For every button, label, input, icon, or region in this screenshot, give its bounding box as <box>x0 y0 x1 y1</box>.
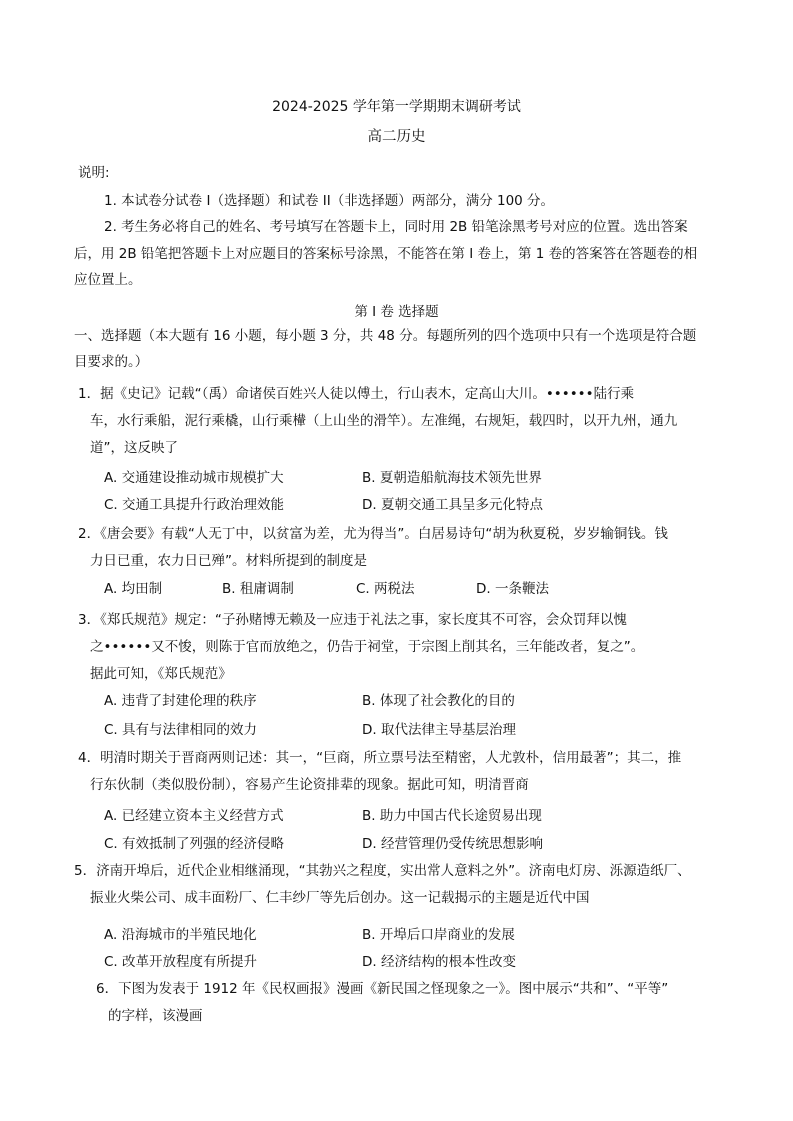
question-4-line: 4．明清时期关于晋商两则记述：其一，“巨商，所立票号法至精密，人尤敦朴，信用最著”；其二，推 <box>78 750 682 766</box>
question-1-option-a: A. 交通建设推动城市规模扩大 <box>104 470 284 486</box>
exam-title: 2024-2025 学年第一学期期末调研考试 <box>272 99 521 115</box>
notes-label: 说明: <box>78 165 110 181</box>
question-4-option-b: B. 助力中国古代长途贸易出现 <box>362 808 542 824</box>
instructions-line: 一、选择题（本大题有 16 小题，每小题 3 分，共 48 分。每题所列的四个选项中只有一个选项是符合题 <box>74 328 697 344</box>
note-line: 1. 本试卷分试卷 I（选择题）和试卷 II（非选择题）两部分，满分 100 分。 <box>104 193 555 209</box>
question-2-line: 力日已重，农力日已殚”。材料所提到的制度是 <box>90 553 367 569</box>
question-3-option-a: A. 违背了封建伦理的秩序 <box>104 693 257 709</box>
note-line: 应位置上。 <box>74 272 142 288</box>
question-5-option-c: C. 改革开放程度有所提升 <box>104 954 258 970</box>
instructions-line: 目要求的。） <box>74 354 149 370</box>
question-3-option-c: C. 具有与法律相同的效力 <box>104 722 258 738</box>
question-3-line: 之••••••又不悛，则陈于官而放绝之，仍告于祠堂，于宗图上削其名，三年能改者，复之”。 <box>90 639 645 655</box>
question-2-option-c: C. 两税法 <box>356 581 415 597</box>
question-1-option-c: C. 交通工具提升行政治理效能 <box>104 497 285 513</box>
question-3-line: 据此可知，《郑氏规范》 <box>90 666 232 682</box>
question-1-line: 车，水行乘船，泥行乘橇，山行乘檋（上山坐的滑竿）。左准绳，右规矩，载四时，以开九州，通九 <box>90 413 678 429</box>
question-6-line: 6．下图为发表于 1912 年《民权画报》漫画《新民国之怪现象之一》。图中展示“共和”、“平等” <box>96 981 669 997</box>
question-1-line: 道”，这反映了 <box>90 440 178 456</box>
note-line: 2. 考生务必将自己的姓名、考号填写在答题卡上，同时用 2B 铅笔涂黑考号对应的位置。选出答案 <box>104 219 688 235</box>
question-2-option-d: D. 一条鞭法 <box>476 581 549 597</box>
exam-subject: 高二历史 <box>367 129 426 145</box>
question-4-option-a: A. 已经建立资本主义经营方式 <box>104 808 284 824</box>
question-3-option-d: D. 取代法律主导基层治理 <box>362 722 516 738</box>
question-5-line: 5．济南开埠后，近代企业相继涌现，“其勃兴之程度，实出常人意料之外”。济南电灯房、泺源造纸厂、 <box>74 863 691 879</box>
question-5-option-a: A. 沿海城市的半殖民地化 <box>104 927 257 943</box>
question-4-line: 行东伙制（类似股份制），容易产生论资排辈的现象。据此可知，明清晋商 <box>90 777 529 793</box>
note-line: 后，用 2B 铅笔把答题卡上对应题目的答案标号涂黑，不能答在第 I 卷上，第 1 卷的答案答在答题卷的相 <box>74 246 698 262</box>
question-6-line: 的字样，该漫画 <box>108 1008 203 1024</box>
question-3-option-b: B. 体现了社会教化的目的 <box>362 693 515 709</box>
question-2-line: 2．《唐会要》有载“人无丁中，以贫富为差，尤为得当”。白居易诗句“胡为秋夏税，岁岁输铜钱。钱 <box>78 526 668 542</box>
question-1-option-d: D. 夏朝交通工具呈多元化特点 <box>362 497 543 513</box>
question-2-option-a: A. 均田制 <box>104 581 163 597</box>
section-title: 第 I 卷 选择题 <box>354 304 439 320</box>
question-4-option-c: C. 有效抵制了列强的经济侵略 <box>104 836 285 852</box>
question-4-option-d: D. 经营管理仍受传统思想影响 <box>362 836 543 852</box>
question-5-line: 振业火柴公司、成丰面粉厂、仁丰纱厂等先后创办。这一记载揭示的主题是近代中国 <box>90 890 590 906</box>
question-5-option-d: D. 经济结构的根本性改变 <box>362 954 516 970</box>
question-3-line: 3．《郑氏规范》规定：“子孙赌博无赖及一应违于礼法之事，家长度其不可容，会众罚拜以愧 <box>78 612 627 628</box>
question-2-option-b: B. 租庸调制 <box>222 581 294 597</box>
question-1-line: 1．据《史记》记载“（禹）命诸侯百姓兴人徒以傅土，行山表木，定高山大川。••••••陆行乘 <box>78 386 635 402</box>
question-5-option-b: B. 开埠后口岸商业的发展 <box>362 927 515 943</box>
question-1-option-b: B. 夏朝造船航海技术领先世界 <box>362 470 542 486</box>
